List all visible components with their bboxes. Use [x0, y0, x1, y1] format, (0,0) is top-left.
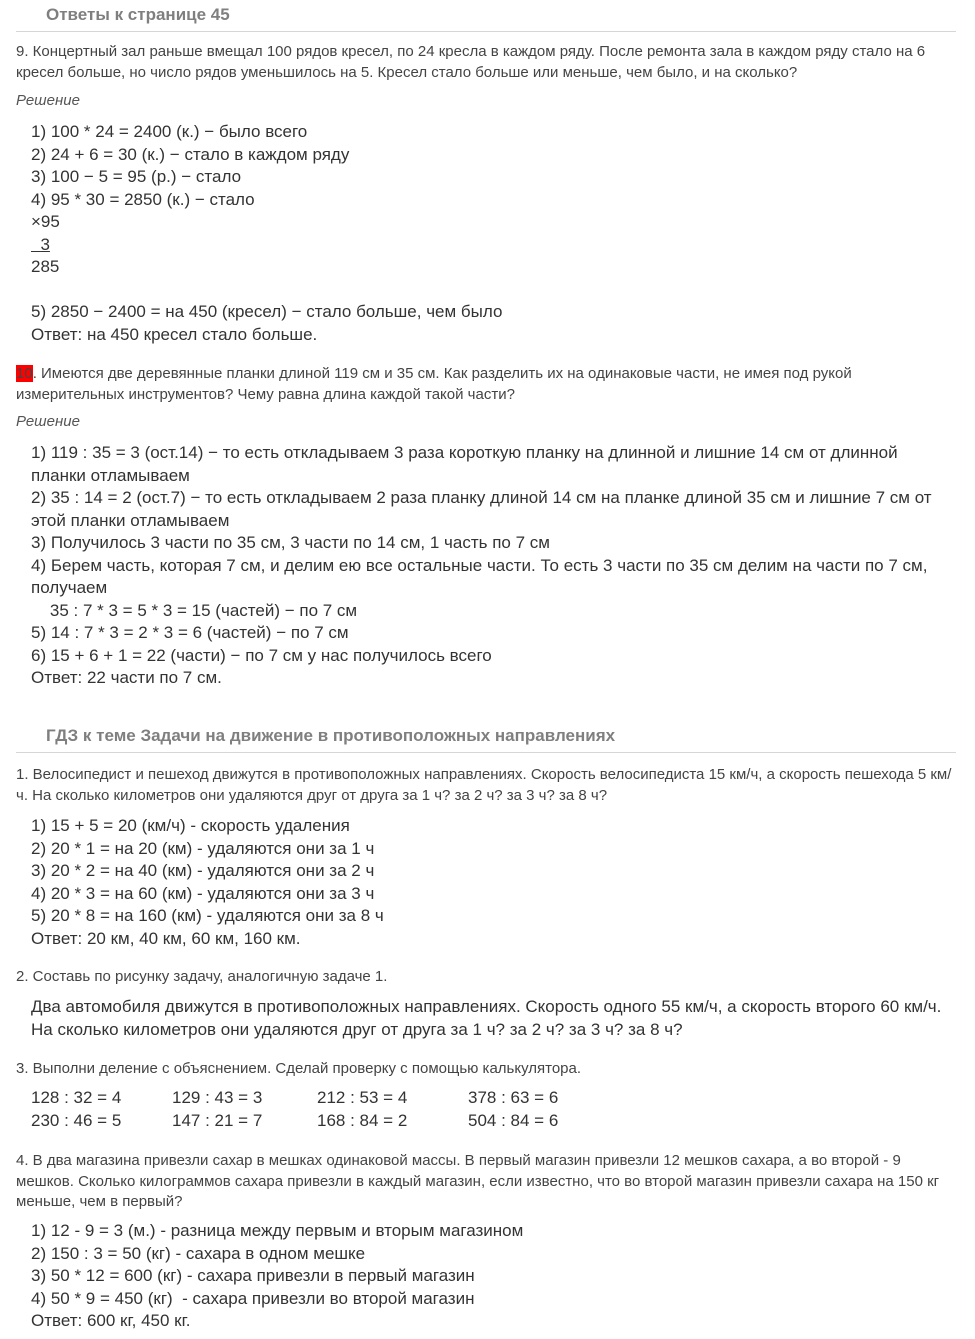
- division-cell: 504 : 84 = 6: [468, 1110, 559, 1130]
- solution-line: 4) 20 * 3 = на 60 (км) - удаляются они за 3 ч: [31, 883, 375, 903]
- section-header: [16, 5, 956, 32]
- solution-line: 3) 100 − 5 = 95 (р.) − стало: [31, 167, 242, 186]
- answer-line: Ответ: 600 кг, 450 кг.: [31, 1311, 191, 1330]
- division-cell: 378 : 63 = 6: [468, 1088, 559, 1107]
- solution-line: 4) 95 * 30 = 2850 (к.) − стало: [31, 189, 255, 209]
- solution-line: 3) 20 * 2 = на 40 (км) - удаляются они за 2 ч: [31, 861, 375, 880]
- solution-line: 1) 15 + 5 = 20 (км/ч) - скорость удаления: [31, 816, 350, 835]
- task-question-text: . Имеются две деревянные планки длиной 119 см и 35 см. Как разделить их на одинаковые части, не имея под рукой измерительных инструментов? Чему равна длина каждой такой части?: [16, 365, 852, 403]
- answer-line: Ответ: 22 части по 7 см.: [31, 668, 222, 687]
- solution-line: 2) 35 : 14 = 2 (ост.7) − то есть откладываем 2 раза планку длиной 14 см на планке длиной 35 см и лишние 7 см от этой планки отламываем: [31, 488, 937, 530]
- solution-line: 6) 15 + 6 + 1 = 22 (части) − по 7 см у нас получилось всего: [31, 645, 492, 665]
- division-row: [31, 1110, 631, 1133]
- solution-line: 4) Берем часть, которая 7 см, и делим ею все остальные части. То есть 3 части по 35 см делим на части по 7 см, получаем: [31, 555, 933, 597]
- solution-line: 5) 20 * 8 = на 160 (км) - удаляются они за 8 ч: [31, 906, 384, 925]
- solution-line: 3) 50 * 12 = 600 (кг) - сахара привезли в первый магазин: [31, 1266, 475, 1285]
- solution-line: 3) Получилось 3 части по 35 см, 3 части по 14 см, 1 часть по 7 см: [31, 533, 550, 552]
- division-cell: 128 : 32 = 4: [31, 1088, 122, 1107]
- task-question: 3. Выполни деление с объяснением. Сделай проверку с помощью калькулятора.: [16, 1060, 582, 1077]
- task-number-highlight: 10: [16, 365, 33, 382]
- solution-line: 1) 12 - 9 = 3 (м.) - разница между первым и вторым магазином: [31, 1221, 524, 1240]
- section-header: [16, 726, 956, 753]
- solution-lines: [31, 442, 956, 690]
- task-question: 9. Концертный зал раньше вмещал 100 рядов кресел, по 24 кресла в каждом ряду. После ремонта зала в каждом ряду стало на 6 кресел больше, но число рядов уменьшилось на 5. Кресел стало больше или меньше, чем было, и на сколько?: [16, 43, 926, 81]
- answer-line: Ответ: 20 км, 40 км, 60 км, 160 км.: [31, 928, 301, 948]
- solution-line: 1) 119 : 35 = 3 (ост.14) − то есть откладываем 3 раза короткую планку на длинной и лишние 14 см от длинной планки отламываем: [31, 443, 903, 485]
- division-cell: 129 : 43 = 3: [172, 1088, 263, 1107]
- solution-line: [31, 279, 956, 302]
- solution-line: 4) 50 * 9 = 450 (кг) - сахара привезли во второй магазин: [31, 1288, 475, 1308]
- task-question: [16, 364, 956, 405]
- task-question: 4. В два магазина привезли сахар в мешках одинаковой массы. В первый магазин привезли 12 мешков сахара, а во второй - 9 мешков. Сколько килограммов сахара привезли в каждый магазин, если известно, что во второй магазин привезли сахара на 150 кг меньше, чем в первый?: [16, 1152, 940, 1210]
- solution-line: 35 : 7 * 3 = 5 * 3 = 15 (частей) − по 7 см: [31, 600, 358, 620]
- solution-lines: [31, 815, 956, 950]
- solution-line: 1) 100 * 24 = 2400 (к.) − было всего: [31, 122, 308, 141]
- solution-line: 2) 150 : 3 = 50 (кг) - сахара в одном мешке: [31, 1243, 366, 1263]
- section-title: Ответы к странице 45: [46, 5, 230, 24]
- solution-lines: [31, 121, 956, 346]
- division-cell: 168 : 84 = 2: [317, 1110, 408, 1130]
- task-question: 1. Велосипедист и пешеход движутся в противоположных направлениях. Скорость велосипедиста 15 км/ч, а скорость пешехода 5 км/ч. На сколько километров они удаляются друг от друга за 1 ч? за 2 ч? за 3 ч? за 8 ч?: [16, 766, 952, 804]
- solution-label: Решение: [16, 92, 80, 109]
- task-answer: Два автомобиля движутся в противоположных направлениях. Скорость одного 55 км/ч, а скорость второго 60 км/ч. На сколько километров они удаляются друг от друга за 1 ч? за 2 ч? за 3 ч? за 8 ч?: [31, 997, 942, 1039]
- task-question: 2. Составь по рисунку задачу, аналогичную задаче 1.: [16, 968, 388, 985]
- division-cell: 212 : 53 = 4: [317, 1088, 408, 1107]
- section-title: ГДЗ к теме Задачи на движение в противоположных направлениях: [46, 726, 616, 745]
- solution-line: 5) 14 : 7 * 3 = 2 * 3 = 6 (частей) − по 7 см: [31, 623, 349, 642]
- answer-line: Ответ: на 450 кресел стало больше.: [31, 324, 318, 344]
- solution-line: 3: [31, 234, 50, 254]
- solution-line: 2) 24 + 6 = 30 (к.) − стало в каждом ряду: [31, 144, 350, 164]
- division-cell: 147 : 21 = 7: [172, 1110, 263, 1130]
- solution-lines: [31, 1220, 956, 1333]
- solution-line: 2) 20 * 1 = на 20 (км) - удаляются они за 1 ч: [31, 838, 375, 858]
- division-row: [31, 1087, 631, 1110]
- division-cell: 230 : 46 = 5: [31, 1110, 122, 1130]
- solution-line: 5) 2850 − 2400 = на 450 (кресел) − стало больше, чем было: [31, 302, 503, 321]
- division-grid: [31, 1087, 631, 1132]
- solution-label: Решение: [16, 413, 80, 430]
- solution-line: 285: [31, 257, 60, 276]
- solution-line: ×95: [31, 212, 60, 231]
